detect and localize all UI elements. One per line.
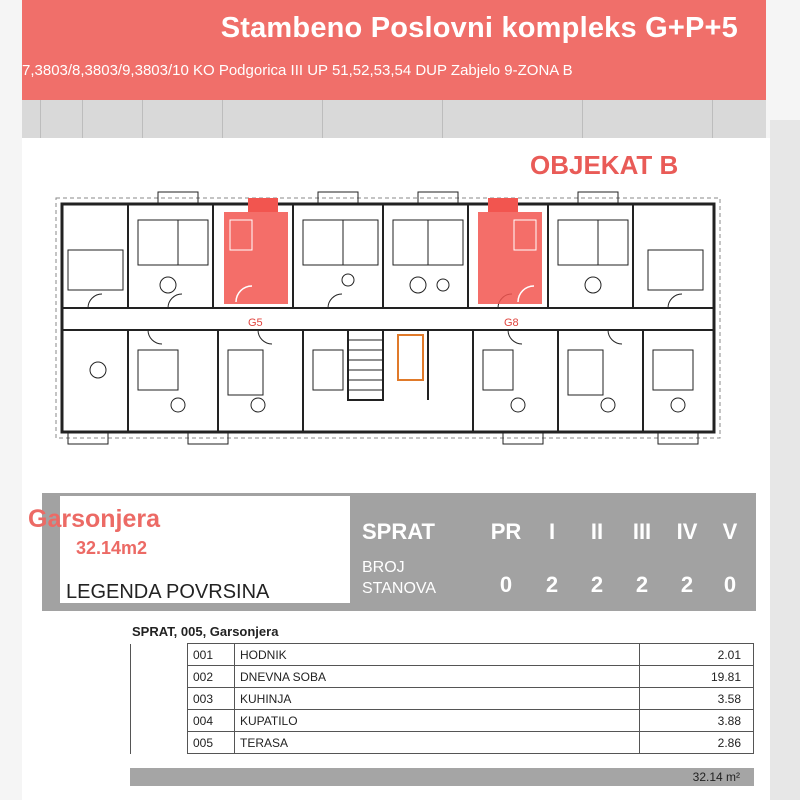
page-margin [770,120,800,800]
area-total: 32.14 m² [692,770,740,784]
unit-count-label-line2: STANOVA [362,580,437,597]
building-label: OBJEKAT B [530,150,679,180]
header-banner [22,0,766,100]
room-code: 005 [188,732,235,754]
room-area: 2.01 [640,644,754,666]
floor-count-iv: 2 [680,572,694,597]
project-title: Stambeno Poslovni kompleks G+P+5 [220,12,738,44]
room-name: KUPATILO [235,710,640,732]
unit-label-g8: G8 [504,317,519,329]
table-row [131,732,754,754]
floor-count-v: 0 [723,572,737,597]
room-name: HODNIK [235,644,640,666]
floor-level-i: I [548,519,556,544]
table-row [131,644,754,666]
unit-count-label [362,557,436,599]
table-row [131,710,754,732]
floor-header-label: SPRAT [362,519,435,544]
table-row [131,666,754,688]
unit-type-name: Garsonjera [28,505,161,533]
room-area: 19.81 [640,666,754,688]
legend-title: LEGENDA POVRSINA [66,581,270,603]
room-name: KUHINJA [235,688,640,710]
area-total-row [130,768,754,786]
area-table [130,643,754,754]
room-code: 003 [188,688,235,710]
floor-level-pr: PR [490,519,522,544]
room-name: TERASA [235,732,640,754]
cadastral-subtitle: 7,3803/8,3803/9,3803/10 KO Podgorica III UP 51,52,53,54 DUP Zabjelo 9-ZONA B [22,62,573,79]
floor-count-iii: 2 [635,572,649,597]
room-code: 004 [188,710,235,732]
room-code: 002 [188,666,235,688]
room-name: DNEVNA SOBA [235,666,640,688]
floor-level-v: V [722,519,738,544]
room-area: 3.88 [640,710,754,732]
floor-level-iv: IV [676,519,698,544]
highlighted-unit-g5 [224,198,288,304]
outer-wall [62,204,714,432]
unit-label-g5: G5 [248,317,263,329]
room-area: 2.86 [640,732,754,754]
highlighted-unit-g8 [478,198,542,304]
room-area: 3.58 [640,688,754,710]
floor-level-ii: II [590,519,604,544]
room-code: 001 [188,644,235,666]
unit-area: 32.14m2 [76,538,148,558]
header-strip [22,100,766,138]
area-table-caption: SPRAT, 005, Garsonjera [132,624,279,639]
floor-count-ii: 2 [590,572,604,597]
floor-count-pr: 0 [499,572,513,597]
floor-count-i: 2 [545,572,559,597]
table-row [131,688,754,710]
floor-plan [48,190,728,450]
unit-count-label-line1: BROJ [362,559,405,576]
floor-level-iii: III [632,519,652,544]
